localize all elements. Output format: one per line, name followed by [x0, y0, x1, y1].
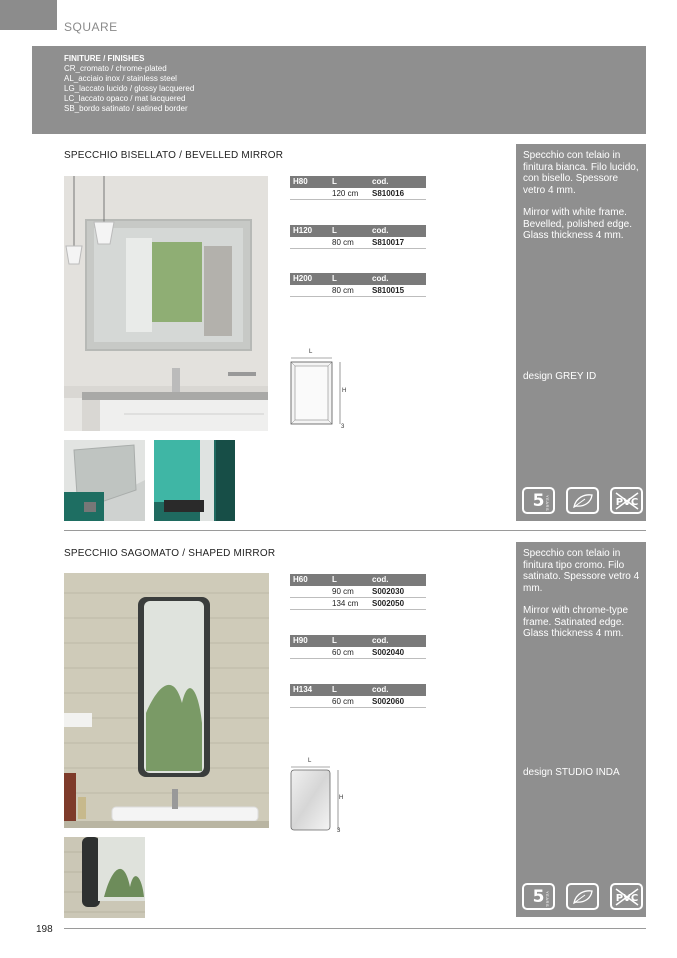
footer-rule — [64, 928, 646, 929]
width-value: 80 cm — [332, 238, 354, 247]
spec-row — [290, 237, 426, 249]
designer-credit: design GREY ID — [523, 371, 597, 382]
finish-item: AL_acciaio inox / stainless steel — [64, 74, 177, 83]
description-english: Mirror with white frame. Bevelled, polished edge. Glass thickness 4 mm. — [523, 207, 632, 241]
code-header: cod. — [372, 685, 389, 694]
height-label: H90 — [293, 636, 308, 645]
width-header: L — [332, 575, 337, 584]
width-header: L — [332, 685, 337, 694]
eco-leaf-icon — [566, 487, 599, 514]
spec-row — [290, 586, 426, 598]
width-value: 60 cm — [332, 648, 354, 657]
description-box — [516, 144, 646, 521]
certification-badges — [522, 883, 643, 910]
width-header: L — [332, 274, 337, 283]
code-header: cod. — [372, 575, 389, 584]
series-title: SQUARE — [64, 20, 118, 34]
bevelled-mirror-detail-photo-1 — [64, 440, 145, 521]
height-label: H80 — [293, 177, 308, 186]
description-english: Mirror with chrome-type frame. Satinated edge. Glass thickness 4 mm. — [523, 605, 629, 639]
certification-badges — [522, 487, 643, 514]
width-header: L — [332, 177, 337, 186]
product-code: S002060 — [372, 697, 405, 706]
bevelled-mirror-dimension-drawing — [288, 346, 358, 436]
product-code: S810016 — [372, 189, 405, 198]
warranty-5-years-icon: 5 YEARS — [522, 487, 555, 514]
code-header: cod. — [372, 636, 389, 645]
dimension-h-label: H — [339, 795, 344, 801]
finish-item: CR_cromato / chrome-plated — [64, 64, 167, 73]
finish-item: LG_laccato lucido / glossy lacquered — [64, 84, 195, 93]
height-label: H120 — [293, 226, 313, 235]
finishes-title: FINITURE / FINISHES — [64, 54, 145, 63]
section-title-bevelled-mirror: SPECCHIO BISELLATO / BEVELLED MIRROR — [64, 150, 284, 161]
description-italian: Specchio con telaio in finitura bianca. Filo lucido, con bisello. Spessore vetro 4 mm. — [523, 150, 639, 196]
no-pvc-icon — [610, 487, 643, 514]
width-value: 80 cm — [332, 286, 354, 295]
height-label: H134 — [293, 685, 313, 694]
finishes-box — [32, 46, 646, 134]
bevelled-mirror-room-photo — [64, 176, 268, 431]
product-code: S002030 — [372, 587, 405, 596]
product-code: S002040 — [372, 648, 405, 657]
dimension-depth-label: 3 — [337, 828, 341, 834]
spec-table — [290, 176, 426, 200]
section-title-shaped-mirror: SPECCHIO SAGOMATO / SHAPED MIRROR — [64, 548, 276, 559]
spec-table — [290, 574, 426, 610]
code-header: cod. — [372, 274, 389, 283]
bevelled-mirror-detail-photo-2 — [154, 440, 235, 521]
warranty-5-years-icon: 5 YEARS — [522, 883, 555, 910]
dimension-l-label: L — [308, 758, 312, 764]
section-divider — [64, 530, 646, 531]
spec-row — [290, 598, 426, 610]
spec-row — [290, 696, 426, 708]
eco-leaf-icon — [566, 883, 599, 910]
dimension-l-label: L — [309, 349, 313, 355]
spec-row — [290, 647, 426, 659]
dimension-depth-label: 3 — [341, 424, 345, 430]
code-header: cod. — [372, 226, 389, 235]
description-italian: Specchio con telaio in finitura tipo cromo. Filo satinato. Spessore vetro 4 mm. — [523, 548, 640, 594]
shaped-mirror-detail-photo — [64, 837, 145, 918]
height-label: H60 — [293, 575, 308, 584]
width-header: L — [332, 226, 337, 235]
shaped-mirror-room-photo — [64, 573, 269, 828]
spec-row — [290, 188, 426, 200]
product-code: S002050 — [372, 599, 405, 608]
svg-text:PVC: PVC — [615, 892, 638, 904]
no-pvc-icon — [610, 883, 643, 910]
spec-row — [290, 285, 426, 297]
designer-credit: design STUDIO INDA — [523, 767, 620, 778]
page-number: 198 — [36, 924, 53, 935]
spec-table — [290, 273, 426, 297]
height-label: H200 — [293, 274, 313, 283]
spec-table — [290, 225, 426, 249]
dimension-h-label: H — [342, 388, 347, 394]
width-value: 120 cm — [332, 189, 359, 198]
section-tab-marker — [0, 0, 57, 30]
finish-item: SB_bordo satinato / satined border — [64, 104, 188, 113]
code-header: cod. — [372, 177, 389, 186]
product-code: S810017 — [372, 238, 405, 247]
width-value: 90 cm — [332, 587, 354, 596]
description-box — [516, 542, 646, 917]
shaped-mirror-dimension-drawing — [288, 755, 358, 845]
spec-table — [290, 635, 426, 659]
width-value: 60 cm — [332, 697, 354, 706]
spec-table — [290, 684, 426, 708]
width-value: 134 cm — [332, 599, 359, 608]
width-header: L — [332, 636, 337, 645]
svg-text:PVC: PVC — [615, 496, 638, 508]
finish-item: LC_laccato opaco / mat lacquered — [64, 94, 186, 103]
product-code: S810015 — [372, 286, 405, 295]
